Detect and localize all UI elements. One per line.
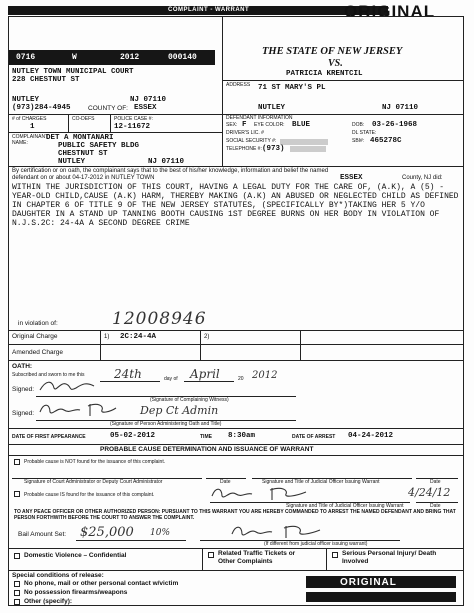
- no-firearms-checkbox[interactable]: [14, 590, 20, 596]
- certification-line2: defendant on or about 04-17-2012 in NUTLEY TOWN: [12, 175, 155, 181]
- divider: [202, 548, 203, 570]
- violation-handwritten-number: 12008946: [112, 309, 207, 329]
- case-number-type: W: [72, 53, 77, 62]
- court-city: NUTLEY: [12, 96, 40, 104]
- form-title-bar: [8, 6, 388, 15]
- footer-original-stamp: ORIGINAL: [340, 577, 397, 588]
- police-case-label: POLICE CASE #:: [114, 116, 153, 122]
- divider: [8, 360, 464, 361]
- charge-description: WITHIN THE JURISDICTION OF THIS COURT, HAVING A LEGAL DUTY FOR THE CARE OF, (A.K), A (5) -YEAR-OLD CHILD,CAUSE (A.K) HARM, THEREBY MAKING (A.K) AN ABUSED OR NEGLECTED CHILD AS DEFINED IN CHAPTER 6 OF TITLE 9 OF THE NEW JERSEY STATUTES, (SPECIFICALLY BY*)TAKING HER 5 Y/O DAUGHTER IN A STAND UP TANNING BOOTH CAUSING 1ST DEGREE BURNS ON HER BODY IN VIOLATION OF N.J.S.2C: 24-4A A SECOND DEGREE CRIME: [12, 183, 459, 228]
- bail-note: 10%: [150, 528, 171, 538]
- complainant-signature: [38, 378, 98, 394]
- signed-label-2: Signed:: [12, 410, 35, 417]
- judicial-officer-caption-2: Signature and Title of Judicial Officer Issuing Warrant: [286, 503, 404, 509]
- court-address: 228 CHESTNUT ST: [12, 76, 80, 84]
- dl-state-label: DL STATE:: [352, 130, 377, 136]
- state-heading: THE STATE OF NEW JERSEY: [262, 46, 403, 57]
- defendant-name: PATRICIA KRENTCIL: [286, 70, 363, 78]
- related-traffic-checkbox[interactable]: [208, 552, 214, 558]
- defendant-phone-prefix: (973): [262, 145, 285, 153]
- defendant-eye-color: BLUE: [292, 121, 311, 129]
- divider: [8, 330, 464, 331]
- divider: [8, 428, 464, 429]
- administrator-signature-caption: (Signature of Person Administering Oath and Title): [110, 421, 222, 427]
- court-phone: (973)284-4945: [12, 104, 71, 112]
- oath-month: April: [190, 367, 220, 381]
- no-contact-label: No phone, mail or other personal contact w/victim: [24, 580, 179, 587]
- case-number-seq: 000140: [168, 53, 197, 62]
- complainant-signature-caption: (Signature of Complaining Witness): [150, 397, 229, 403]
- codefs-label: CO-DEFS: [72, 116, 95, 122]
- day-of-label: day of: [164, 376, 178, 382]
- defendant-info-label: DEFENDANT INFORMATION: [226, 115, 293, 121]
- divider: [8, 344, 464, 345]
- charge-number-2: 2): [204, 334, 210, 340]
- complainant-address1: PUBLIC SAFETY BLDG: [58, 142, 140, 150]
- charge-number-1: 1): [104, 334, 110, 340]
- case-number-year: 2012: [120, 53, 140, 62]
- dob-label: DOB:: [352, 122, 365, 128]
- county-label: COUNTY OF:: [88, 105, 128, 112]
- case-number-court: 0716: [16, 53, 36, 62]
- vs-label: VS.: [328, 58, 343, 69]
- serious-injury-label: Serious Personal Injury/ Death Involved: [342, 550, 437, 565]
- original-charge-label: Original Charge: [12, 333, 58, 340]
- warrant-command-text: TO ANY PEACE OFFICER OR OTHER AUTHORIZED PERSON: PURSUANT TO THIS WARRANT YOU ARE HEREBY COMMANDED TO ARREST THE NAMED DEFENDANT AND BRING THAT PERSON FORTHWITH BEFORE THE COURT TO ANSWER THE COMPLAINT.: [14, 509, 456, 521]
- divider: [300, 330, 301, 360]
- certification-line1: By certification or on oath, the complainant says that to the best of his/her knowledge, information and belief the named: [12, 168, 329, 174]
- divider: [326, 548, 327, 570]
- judicial-officer-caption-1: Signature and Title of Judicial Officer Issuing Warrant: [262, 479, 380, 485]
- original-charge-1: 2C:24-4A: [120, 333, 157, 341]
- certification-county: ESSEX: [340, 174, 363, 182]
- probable-cause-found-text: Probable cause IS found for the issuance of this complaint.: [24, 492, 155, 498]
- oath-day: 24th: [114, 367, 142, 381]
- divider: [8, 548, 464, 549]
- divider: [8, 455, 464, 456]
- phone-redacted: [290, 146, 326, 152]
- probable-cause-found-checkbox[interactable]: [14, 491, 20, 497]
- complainant-city: NUTLEY: [58, 158, 86, 166]
- defendant-sex: F: [242, 121, 247, 129]
- address-label: ADDRESS: [226, 82, 251, 88]
- court-name: NUTLEY TOWN MUNICIPAL COURT: [12, 68, 134, 76]
- bail-signature-caption: (If different from judicial officer issuing warrant): [264, 541, 368, 547]
- first-appearance-label: DATE OF FIRST APPEARANCE: [12, 434, 86, 440]
- probable-cause-not-found-text: Probable cause is NOT found for the issuance of this complaint.: [24, 459, 166, 465]
- no-contact-checkbox[interactable]: [14, 581, 20, 587]
- defendant-dob: 03-26-1968: [372, 121, 418, 129]
- divider: [8, 166, 464, 167]
- release-conditions-title: Special conditions of release:: [12, 572, 104, 579]
- divider: [222, 80, 464, 81]
- administrator-signature: [38, 400, 128, 418]
- administrator-title: Dep Ct Admin: [140, 404, 219, 417]
- date-caption-1: Date: [220, 479, 231, 485]
- arrest-date: 04-24-2012: [348, 432, 394, 440]
- sex-label: SEX:: [226, 122, 238, 128]
- defendant-address: 71 ST MARY'S PL: [258, 84, 326, 92]
- related-traffic-label: Related Traffic Tickets or Other Complaints: [218, 550, 296, 565]
- probable-cause-title: PROBABLE CAUSE DETERMINATION AND ISSUANCE OF WARRANT: [100, 446, 314, 453]
- charges-count: 1: [30, 123, 35, 131]
- divider: [68, 114, 69, 132]
- ssn-redacted: [280, 139, 328, 145]
- other-condition-checkbox[interactable]: [14, 599, 20, 605]
- bail-signature: [230, 522, 340, 540]
- year-prefix: 20: [238, 376, 244, 382]
- divider: [8, 570, 464, 571]
- first-appearance-date: 05-02-2012: [110, 432, 156, 440]
- certification-county-suffix: County, NJ did:: [402, 175, 443, 181]
- complainant-zip: NJ 07110: [148, 158, 185, 166]
- other-condition-label: Other (specify):: [24, 598, 73, 605]
- probable-cause-not-found-checkbox[interactable]: [14, 459, 20, 465]
- header-divider: [222, 16, 223, 166]
- form-title: COMPLAINT - WARRANT: [168, 7, 250, 13]
- subscribed-label: Subscribed and sworn to me this: [12, 372, 85, 378]
- telephone-label: TELEPHONE #:: [226, 146, 262, 152]
- divider: [8, 132, 222, 133]
- domestic-violence-checkbox[interactable]: [14, 553, 20, 559]
- complainant-name: DET A MONTANARI: [46, 134, 114, 142]
- oath-title: OATH:: [12, 363, 33, 370]
- defendant-city: NUTLEY: [258, 104, 286, 112]
- original-stamp: ORIGINAL: [344, 2, 436, 21]
- footer-black-bar: [306, 592, 456, 602]
- bail-amount-label: Bail Amount Set:: [18, 531, 67, 538]
- court-county: ESSEX: [134, 104, 157, 112]
- eye-color-label: EYE COLOR:: [254, 122, 285, 128]
- serious-injury-checkbox[interactable]: [332, 552, 338, 558]
- amended-charge-label: Amended Charge: [12, 349, 63, 356]
- oath-year: 2012: [252, 370, 278, 381]
- date-caption-2: Date: [430, 479, 441, 485]
- domestic-violence-label: Domestic Violence – Confidential: [24, 552, 127, 559]
- police-case-number: 12-11672: [114, 123, 151, 131]
- time-label: TIME: [200, 434, 212, 440]
- complainant-address2: CHESTNUT ST: [58, 150, 108, 158]
- sbi-label: SBI#:: [352, 138, 365, 144]
- signed-label-1: Signed:: [12, 386, 35, 393]
- ssn-label: SOCIAL SECURITY #:: [226, 138, 277, 144]
- divider: [200, 330, 201, 360]
- charges-count-label: # of CHARGES: [12, 116, 47, 122]
- defendant-zip: NJ 07110: [382, 104, 419, 112]
- divider: [184, 381, 234, 382]
- found-date: 4/24/12: [408, 486, 451, 499]
- drivers-license-label: DRIVER'S LIC. #: [226, 130, 264, 136]
- no-firearms-label: No possession firearms/weapons: [24, 589, 128, 596]
- divider: [8, 114, 222, 115]
- divider: [8, 444, 464, 445]
- divider: [76, 540, 186, 541]
- defendant-sbi: 465278C: [370, 137, 402, 145]
- judge-signature: [210, 484, 330, 502]
- arrest-date-label: DATE OF ARREST: [292, 434, 336, 440]
- court-state-zip: NJ 07110: [130, 96, 167, 104]
- court-administrator-signature-caption: Signature of Court Administrator or Deputy Court Administrator: [24, 479, 163, 485]
- bail-amount: $25,000: [80, 525, 134, 540]
- complainant-label: COMPLAINANT NAME:: [12, 134, 49, 146]
- violation-label: in violation of:: [18, 320, 58, 327]
- footer-original-bar: [306, 576, 456, 588]
- divider: [110, 114, 111, 132]
- date-caption-3: Date: [430, 503, 441, 509]
- appearance-time: 8:30am: [228, 432, 256, 440]
- divider: [100, 381, 160, 382]
- divider: [100, 330, 101, 360]
